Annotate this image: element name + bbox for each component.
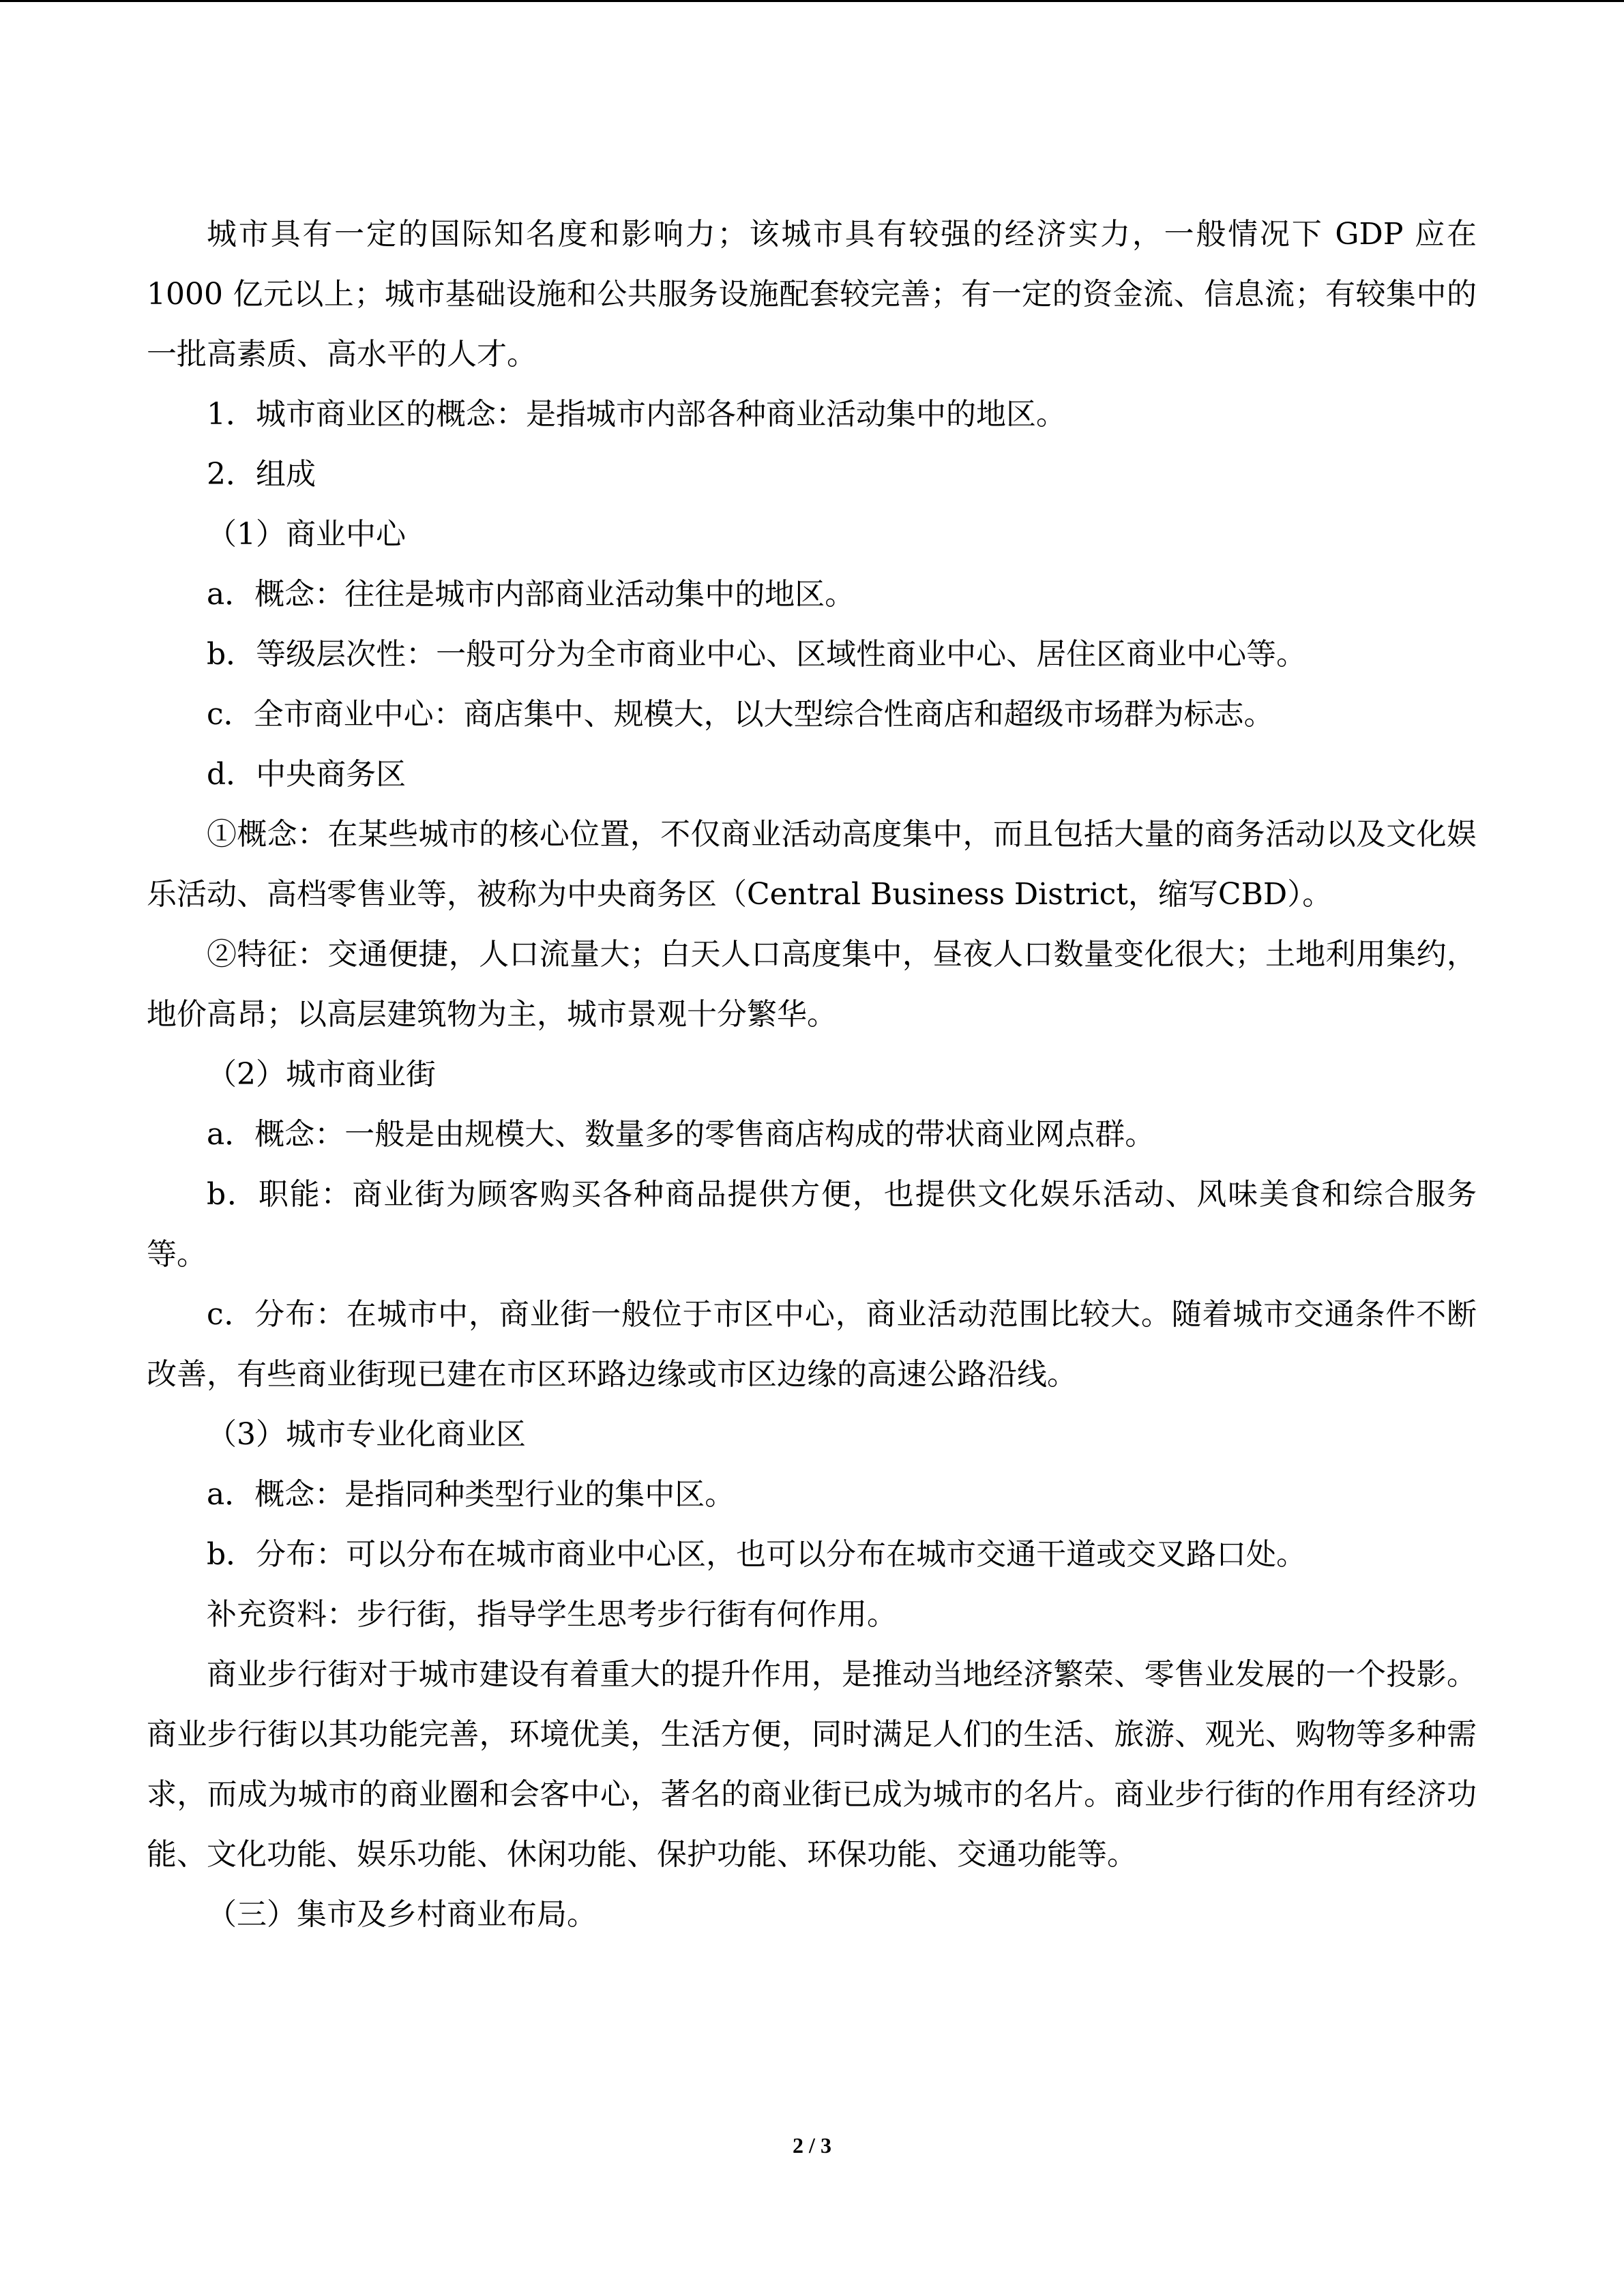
paragraph-pedestrian-street: 商业步行街对于城市建设有着重大的提升作用，是推动当地经济繁荣、零售业发展的一个投影。商业步行街以其功能完善，环境优美，生活方便，同时满足人们的生活、旅游、观光、购物等多种需求，而成为城市的商业圈和会客中心，著名的商业街已成为城市的名片。商业步行街的作用有经济功能、文化功能、娱乐功能、休闲功能、保护功能、环保功能、交通功能等。 bbox=[147, 1657, 1477, 1872]
paragraph-specialized-district-heading: （3）城市专业化商业区 bbox=[207, 1417, 526, 1452]
paragraph-cbd-heading: d．中央商务区 bbox=[207, 757, 407, 792]
top-border bbox=[0, 0, 1624, 2]
paragraph-specialized-district-distribution: b．分布：可以分布在城市商业中心区，也可以分布在城市交通干道或交叉路口处。 bbox=[207, 1537, 1307, 1572]
paragraph-cbd-features: ②特征：交通便捷，人口流量大；白天人口高度集中，昼夜人口数量变化很大；土地利用集约，地价高昂；以高层建筑物为主，城市景观十分繁华。 bbox=[147, 937, 1477, 1032]
paragraph-business-district-concept: 1．城市商业区的概念：是指城市内部各种商业活动集中的地区。 bbox=[207, 397, 1066, 432]
paragraph-commercial-center-heading: （1）商业中心 bbox=[207, 517, 406, 552]
paragraph-composition-heading: 2．组成 bbox=[207, 457, 316, 492]
paragraph-rural-market-heading: （三）集市及乡村商业布局。 bbox=[207, 1897, 597, 1932]
paragraph-commercial-street-concept: a．概念：一般是由规模大、数量多的零售商店构成的带状商业网点群。 bbox=[207, 1117, 1155, 1152]
paragraph-cbd-concept: ①概念：在某些城市的核心位置，不仅商业活动高度集中，而且包括大量的商务活动以及文化娱乐活动、高档零售业等，被称为中央商务区（Central Business District，缩写CBD）。 bbox=[147, 817, 1477, 912]
paragraph-specialized-district-concept: a．概念：是指同种类型行业的集中区。 bbox=[207, 1477, 735, 1512]
paragraph-citywide-center: c．全市商业中心：商店集中、规模大，以大型综合性商店和超级市场群为标志。 bbox=[207, 697, 1274, 732]
paragraph-commercial-street-function: b．职能：商业街为顾客购买各种商品提供方便，也提供文化娱乐活动、风味美食和综合服务等。 bbox=[147, 1177, 1477, 1272]
paragraph-commercial-center-concept: a．概念：往往是城市内部商业活动集中的地区。 bbox=[207, 577, 855, 612]
paragraph-hierarchy: b．等级层次性：一般可分为全市商业中心、区域性商业中心、居住区商业中心等。 bbox=[207, 637, 1307, 672]
page-number: 2 / 3 bbox=[793, 2133, 831, 2158]
paragraph-commercial-street-distribution: c．分布：在城市中，商业街一般位于市区中心，商业活动范围比较大。随着城市交通条件不断改善，有些商业街现已建在市区环路边缘或市区边缘的高速公路沿线。 bbox=[147, 1297, 1477, 1392]
document-body bbox=[147, 205, 1477, 1945]
paragraph-city-criteria: 城市具有一定的国际知名度和影响力；该城市具有较强的经济实力，一般情况下 GDP 应在 1000 亿元以上；城市基础设施和公共服务设施配套较完善；有一定的资金流、信息流；有较集中的一批高素质、高水平的人才。 bbox=[147, 217, 1477, 372]
paragraph-supplementary-material: 补充资料：步行街，指导学生思考步行街有何作用。 bbox=[207, 1597, 897, 1632]
paragraph-commercial-street-heading: （2）城市商业街 bbox=[207, 1057, 436, 1092]
